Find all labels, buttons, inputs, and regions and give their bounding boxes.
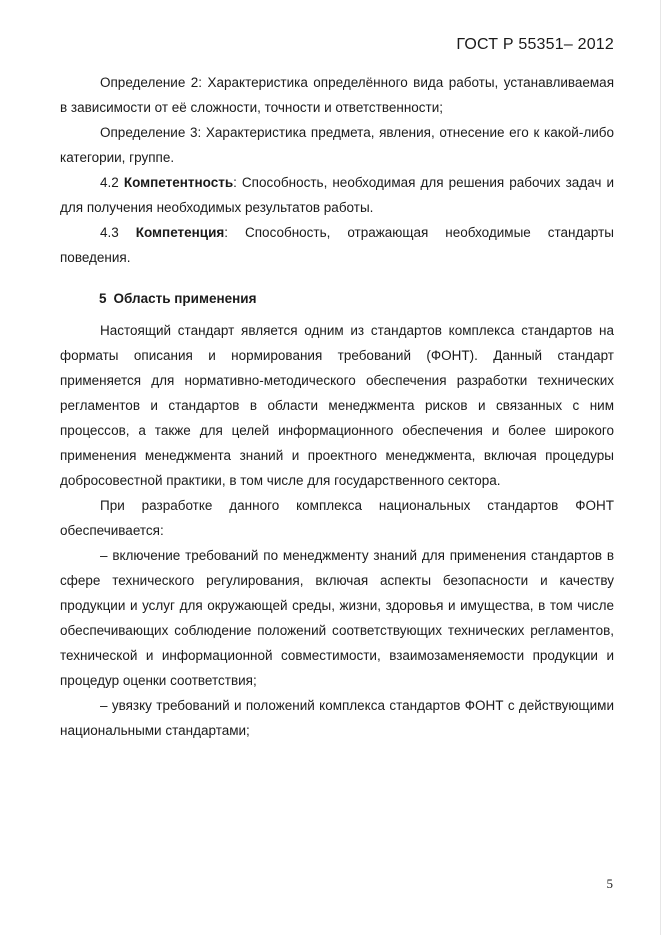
page-number: 5: [606, 876, 613, 891]
term-competency: Компетенция: [135, 225, 225, 240]
item-number: 4.2: [100, 175, 119, 190]
definition-item-4-3: [60, 220, 614, 270]
definition-2: Определение 2: Характеристика определённого вида работы, устанавливаемая в зависимости от её сложности, точности и ответственности;: [60, 75, 614, 115]
section-number: 5: [99, 291, 107, 306]
list-item: – включение требований по менеджменту знаний для применения стандартов в сфере технического регулирования, включая аспекты безопасности и качеству продукции и услуг для окружающей среды, жизни, здоровья и имущества, в том числе обеспечивающих соблюдение положений соответствующих технических регламентов, технической и информационной совместимости, взаимозаменяемости продукции и процедур оценки соответствия;: [60, 548, 614, 688]
provision-intro-paragraph: При разработке данного комплекса национальных стандартов ФОНТ обеспечивается:: [60, 498, 614, 538]
section-heading: [99, 286, 256, 311]
term-competence: Компетентность: [123, 175, 234, 190]
list-item: – увязку требований и положений комплекса стандартов ФОНТ с действующими национальными стандартами;: [60, 698, 614, 738]
item-number: 4.3: [100, 225, 119, 240]
standard-identifier: ГОСТ Р 55351– 2012: [456, 36, 614, 53]
section-title: Область применения: [113, 291, 257, 306]
definition-3: Определение 3: Характеристика предмета, явления, отнесение его к какой-либо категории, группе.: [60, 125, 614, 165]
term-definition: : Способность, необходимая для решения рабочих задач и для получения необходимых результатов работы.: [60, 175, 614, 215]
definition-item-4-2: [60, 170, 614, 220]
definitions-block: [60, 70, 614, 270]
scope-paragraph: Настоящий стандарт является одним из стандартов комплекса стандартов на форматы описания и нормирования требований (ФОНТ). Данный стандарт применяется для нормативно-методического обеспечения разработки технических регламентов и стандартов в области менеджмента рисков и связанных с ним процессов, а также для целей информационного обеспечения и более широкого применения менеджмента знаний и проектного менеджмента, включая процедуры добросовестной практики, в том числе для государственного сектора.: [60, 323, 614, 488]
term-definition: : Способность, отражающая необходимые стандарты поведения.: [60, 225, 614, 265]
section-body: [60, 318, 614, 743]
